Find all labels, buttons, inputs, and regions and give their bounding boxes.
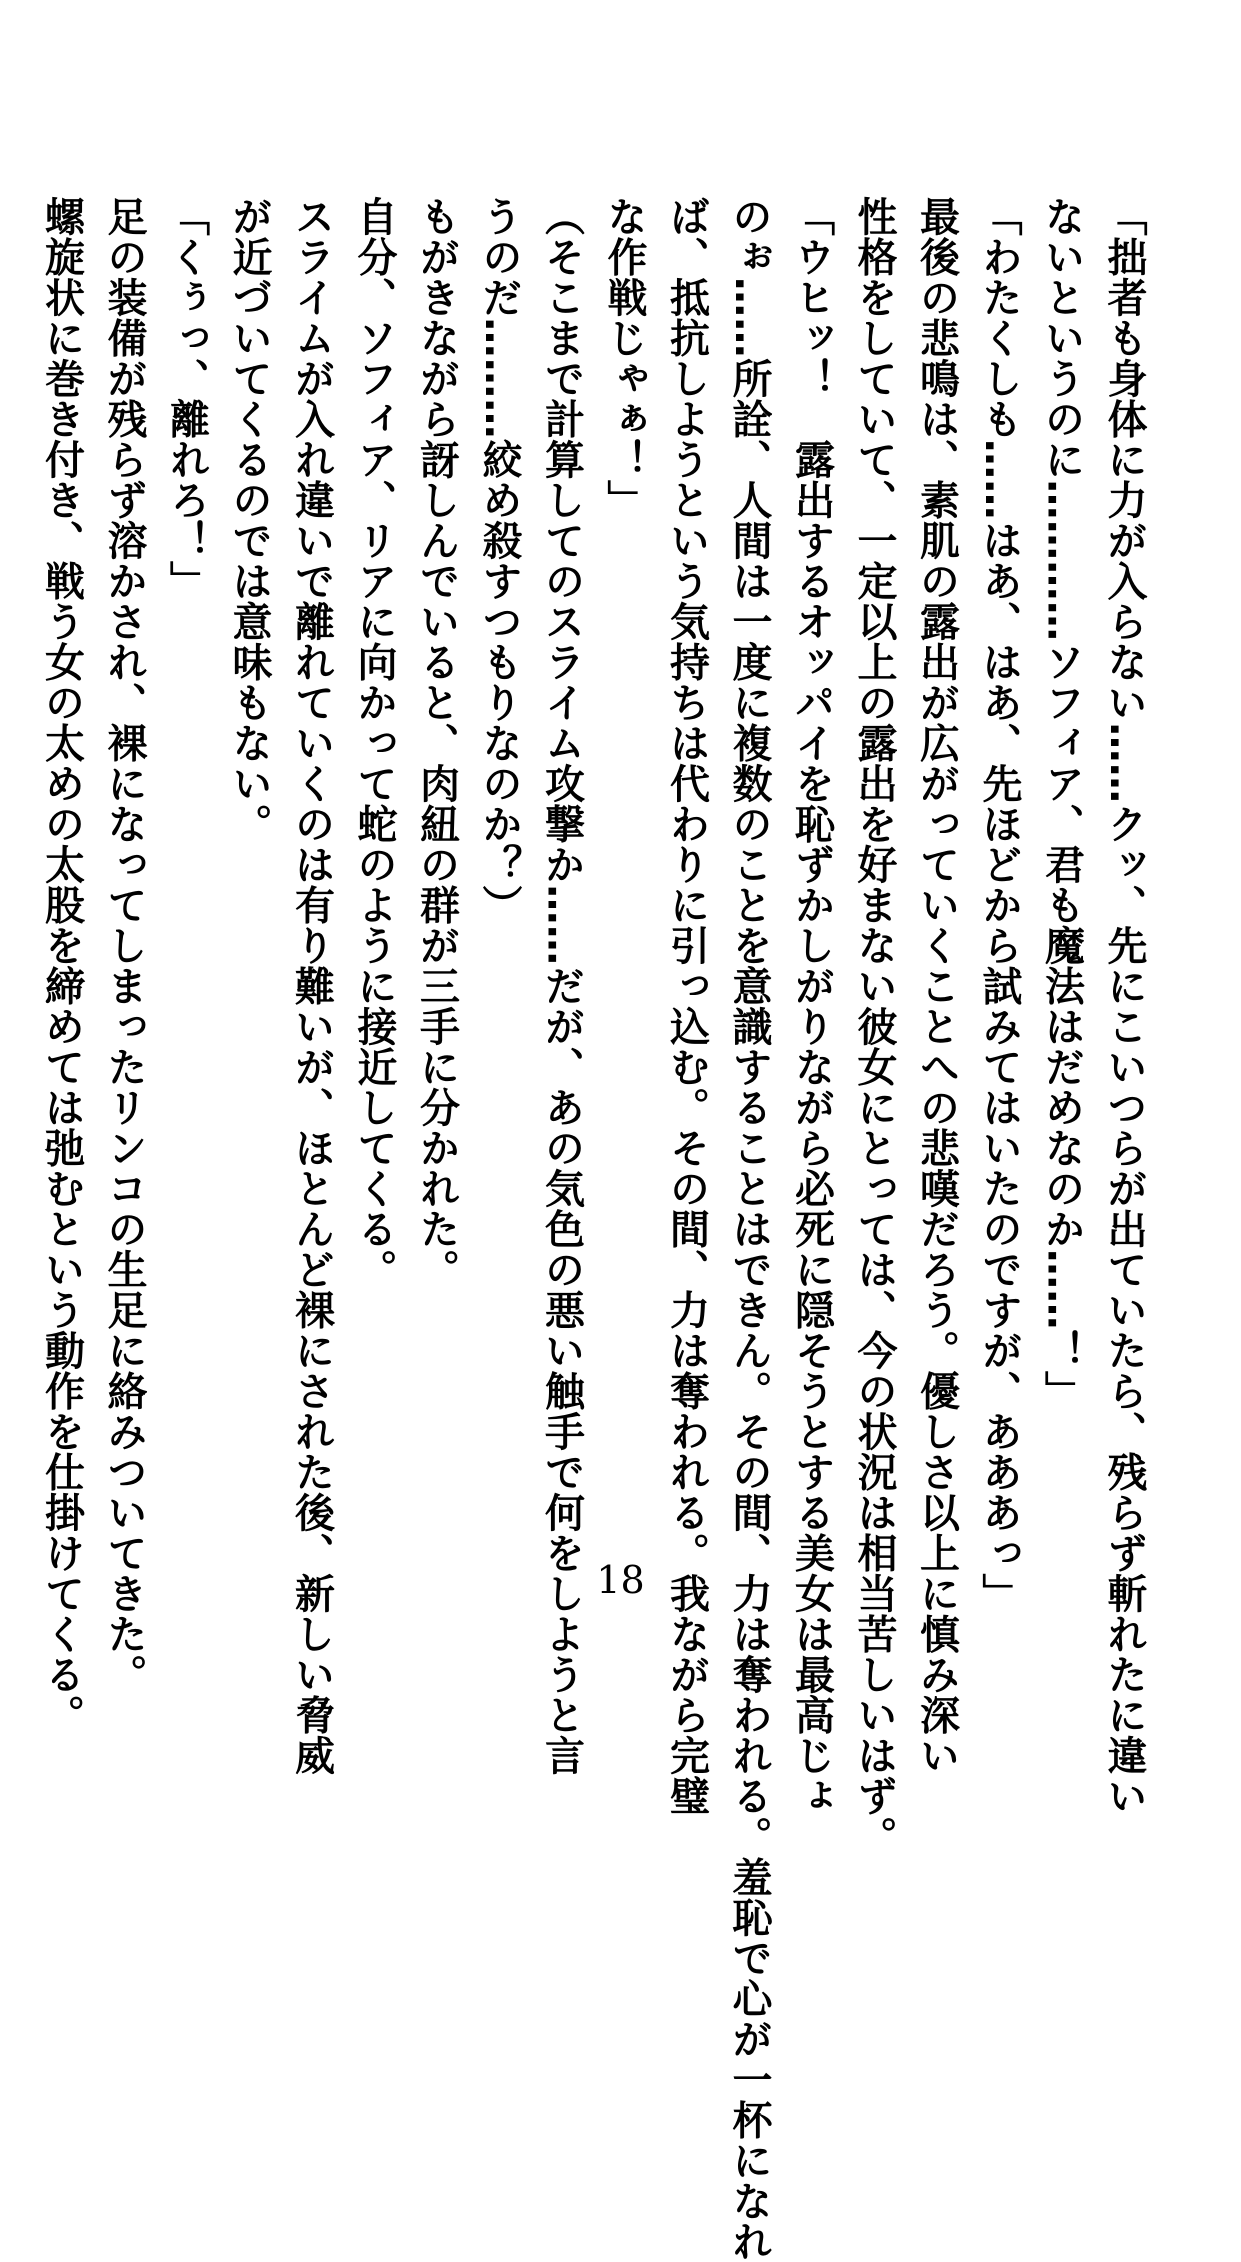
- text-line: （そこまで計算してのスライム攻撃か……だが、あの気色の悪い触手で何をしようと言: [538, 196, 585, 1776]
- text-line: 足の装備が残らず溶かされ、裸になってしまったリンコの生足に絡みついてきた。: [101, 196, 147, 1695]
- page-number-label: 18: [590, 1558, 650, 1602]
- text-line: ないというのに…………ソフィア、君も魔法はだめなのか……！」: [1038, 196, 1085, 1411]
- text-line: が近づいてくるのでは意味もない。: [226, 196, 272, 844]
- text-line: 螺旋状に巻き付き、戦う女の太めの太股を締めては弛むという動作を仕掛けてくる。: [38, 196, 85, 1735]
- text-line: 最後の悲鳴は、素肌の露出が広がっていくことへの悲嘆だろう。優しさ以上に慎み深い: [913, 196, 960, 1776]
- text-line: もがきながら訝しんでいると、肉紐の群が三手に分かれた。: [413, 196, 460, 1290]
- text-line: 「ウヒッ！ 露出するオッパイを恥ずかしがりながら必死に隠そうとする美女は最高じょ: [788, 196, 835, 1816]
- vertical-text-body: [38, 196, 1155, 2262]
- text-line: 「わたくしも……はあ、はあ、先ほどから試みてはいたのですが、あああっ」: [976, 196, 1022, 1614]
- text-line: うのだ………絞め殺すつもりなのか？）: [476, 196, 522, 925]
- text-line: 「拙者も身体に力が入らない……クッ、先にこいつらが出ていたら、残らず斬れたに違い: [1101, 196, 1147, 1816]
- text-line: スライムが入れ違いで離れていくのは有り難いが、ほとんど裸にされた後、新しい脅威: [288, 196, 335, 1776]
- text-line: 性格をしていて、一定以上の露出を好まない彼女にとっては、今の状況は相当苦しいはず。: [851, 196, 897, 1857]
- text-line: な作戦じゃぁ！」: [601, 196, 647, 520]
- text-line: 「くぅっ、離れろ！」: [163, 196, 210, 601]
- text-line: のぉ……所詮、人間は一度に複数のことを意識することはできん。その間、力は奪われる。羞恥で心が一杯になれ: [726, 196, 772, 2262]
- text-line: 自分、ソフィア、リアに向かって蛇のように接近してくる。: [351, 196, 397, 1290]
- page-number: [0, 1560, 1241, 1600]
- text-line: ば、抵抗しようという気持ちは代わりに引っ込む。その間、力は奪われる。我ながら完璧: [663, 196, 710, 1816]
